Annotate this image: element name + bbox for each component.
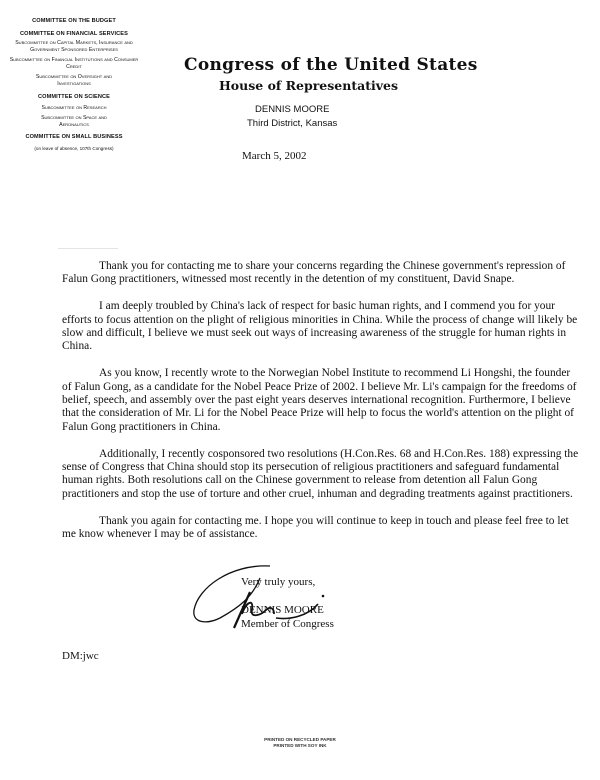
closing-salutation: Very truly yours, — [241, 576, 316, 588]
closing-block — [241, 575, 334, 631]
leave-note: (on leave of absence, 107th Congress) — [34, 145, 114, 151]
signer-name: DENNIS MOORE — [241, 604, 324, 616]
footer-soy-ink: PRINTED WITH SOY INK — [273, 743, 327, 748]
subcommittee-space: Subcommittee on Space and Aeronautics — [41, 115, 107, 128]
body-paragraph: Thank you again for contacting me. I hope you will continue to keep in touch and please feel free to let me know whenever I may be of assistance. — [62, 514, 569, 541]
body-paragraph: Thank you for contacting me to share your concerns regarding the Chinese government's repression of Falun Gong practitioners, witnessed most recently in the detention of my constituent, David Snape. — [62, 260, 566, 286]
committee-financial-services: COMMITTEE ON FINANCIAL SERVICES — [20, 31, 128, 37]
body-paragraph: I am deeply troubled by China's lack of respect for basic human rights, and I commend you for your efforts to focus attention on the plight of religious minorities in China. While the process of change will likely be slow and difficult, I believe we must seek out ways of increasing awareness of the struggle for human rights in China. — [62, 300, 578, 353]
letter-date: March 5, 2002 — [242, 150, 307, 162]
representative-name: DENNIS MOORE — [255, 104, 330, 115]
footer-note — [0, 737, 600, 749]
footer-recycled-paper: PRINTED ON RECYCLED PAPER — [264, 737, 336, 742]
typist-initials: DM:jwc — [62, 650, 99, 662]
committee-list — [4, 18, 144, 157]
body-paragraph: As you know, I recently wrote to the Norwegian Nobel Institute to recommend Li Hongshi, the founder of Falun Gong, as a candidate for the Nobel Peace Prize of 2002. I believe Mr. Li's campaign for the freedoms of belief, speech, and assembly over the past eight years deserves international recognition. Furthermore, I believe that the consideration of Mr. Li for the Nobel Peace Prize will help to focus the world's attention on the plight of Falun Gong practitioners in China. — [62, 367, 577, 433]
letterhead-subtitle: House of Representatives — [219, 78, 398, 93]
letter-body — [62, 260, 582, 555]
committee-small-business: COMMITTEE ON SMALL BUSINESS — [25, 134, 123, 141]
divider — [58, 248, 118, 249]
subcommittee-oversight: Subcommittee on Oversight and Investigations — [35, 74, 113, 87]
subcommittee-financial-institutions: Subcommittee on Financial Institutions and Consumer Credit — [9, 57, 139, 70]
committee-science: COMMITTEE ON SCIENCE — [38, 93, 110, 100]
subcommittee-capital-markets: Subcommittee on Capital Markets, Insurance and Government Sponsored Enterprises — [15, 40, 133, 53]
representative-district: Third District, Kansas — [247, 118, 338, 129]
body-paragraph: Additionally, I recently cosponsored two resolutions (H.Con.Res. 68 and H.Con.Res. 188) expressing the sense of Congress that China should stop its persecution of religious practitioners and safeguard fundamental human rights. Both resolutions call on the Chinese government to release from detention all Falun Gong practitioners and stop the use of torture and other cruel, inhuman and degrading treatments against practitioners. — [62, 447, 579, 500]
committee-budget: COMMITTEE ON THE BUDGET — [32, 18, 116, 24]
subcommittee-research: Subcommittee on Research — [41, 104, 107, 111]
signer-title: Member of Congress — [241, 618, 334, 630]
letterhead-title: Congress of the United States — [184, 55, 478, 75]
